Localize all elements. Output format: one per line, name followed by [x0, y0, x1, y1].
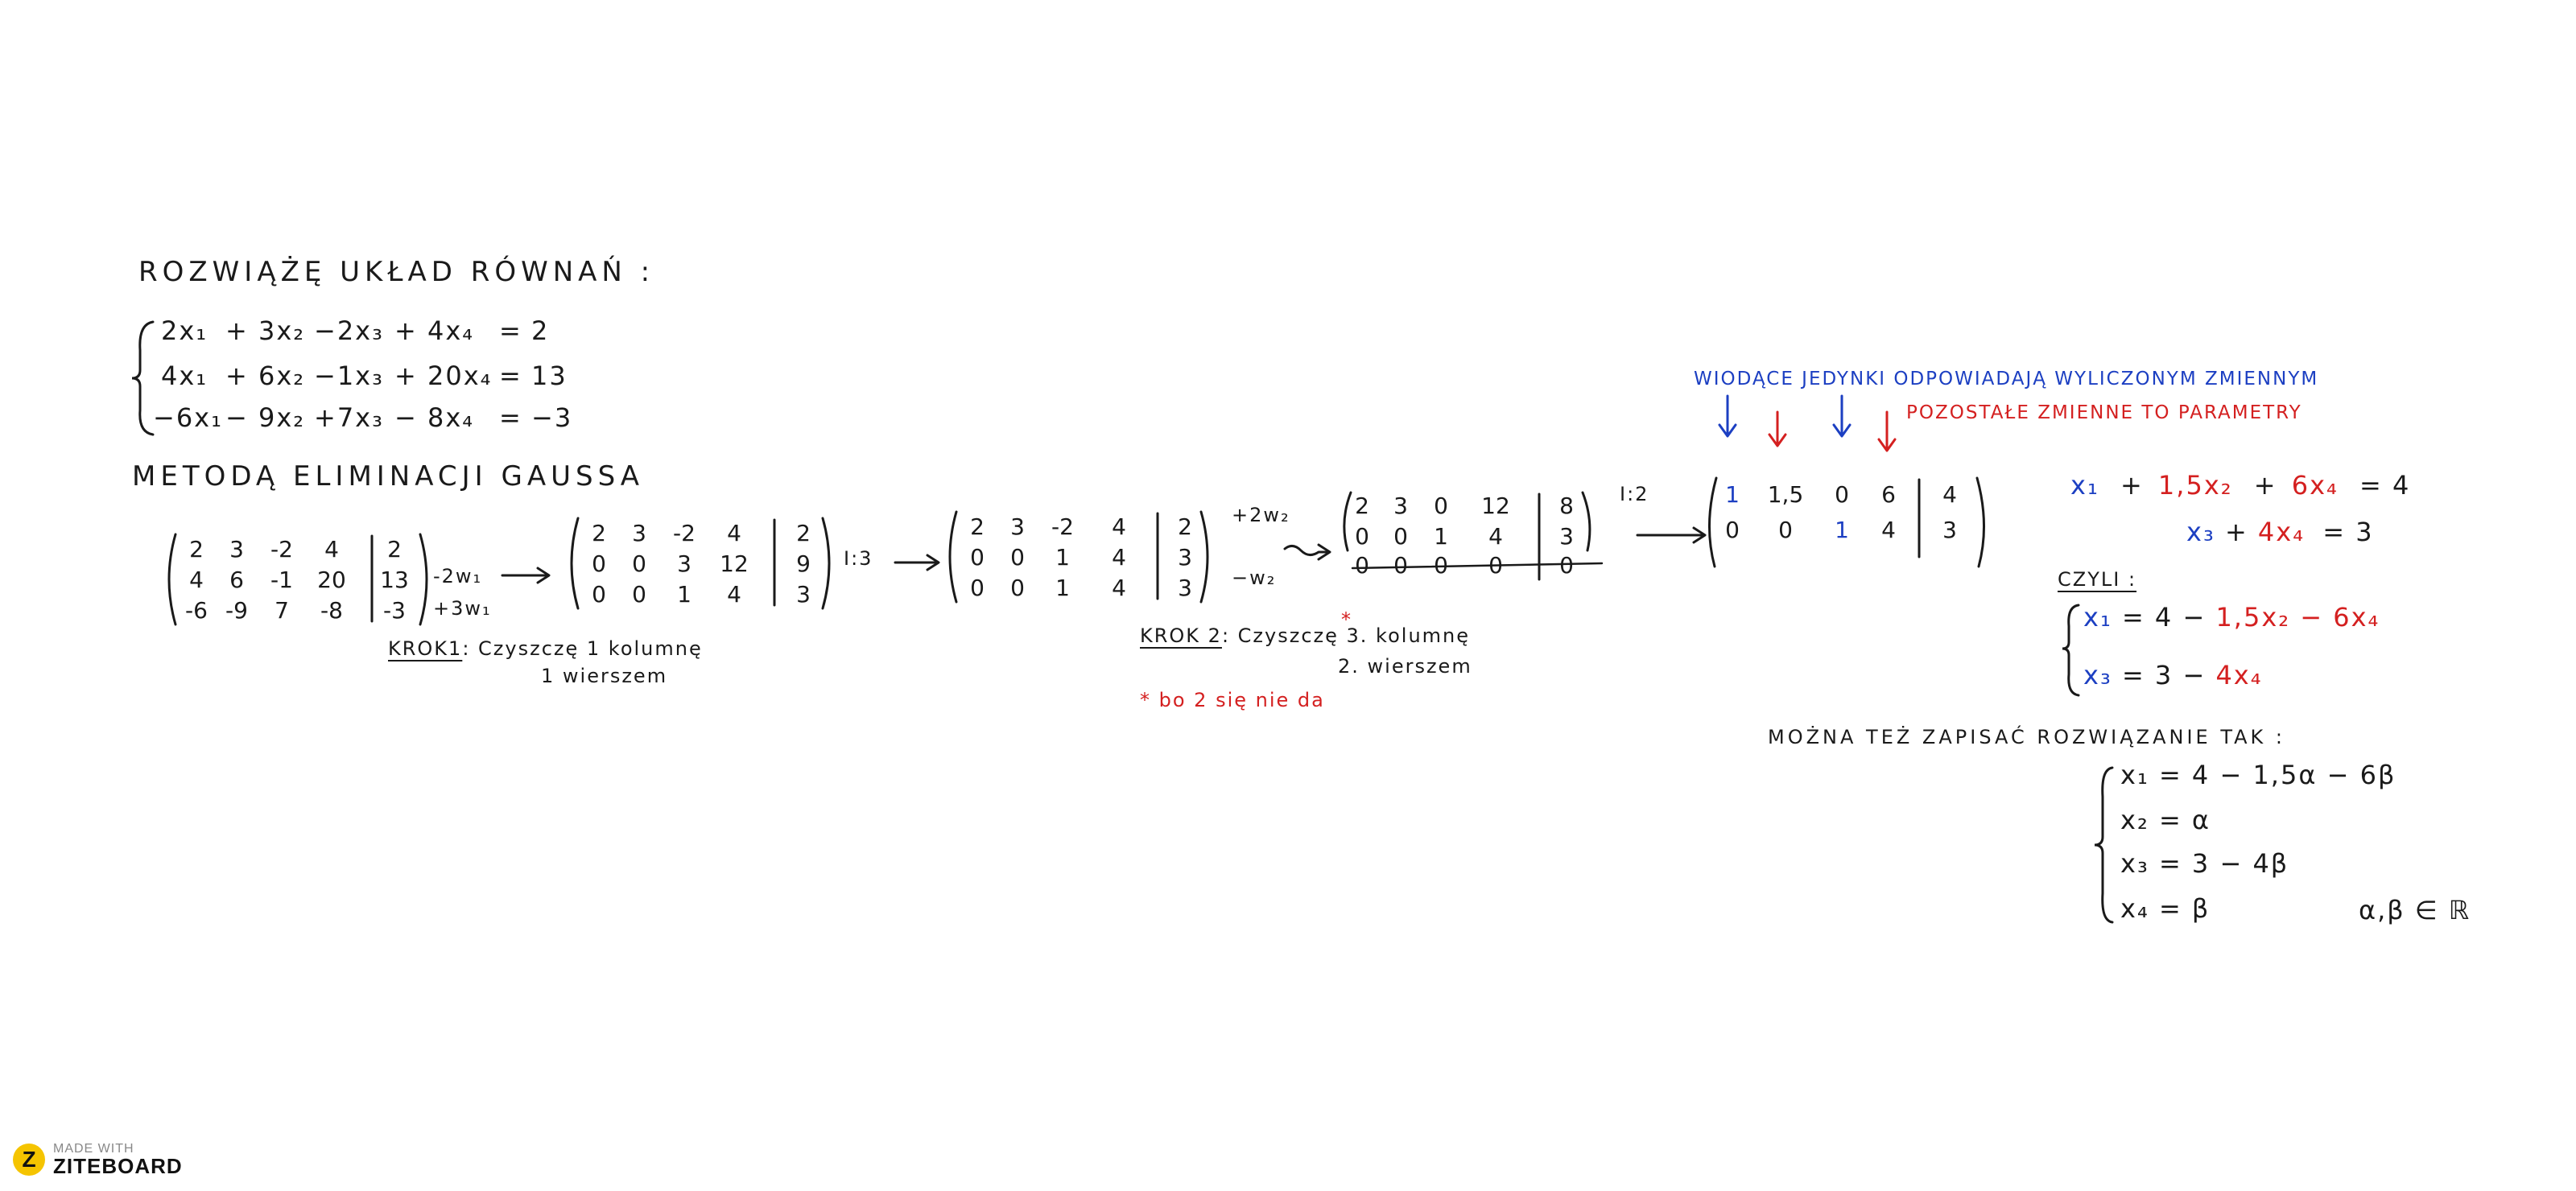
cell: 0: [1393, 552, 1408, 579]
final-x1: x₁ = 4 − 1,5α − 6β: [2120, 760, 2396, 790]
cell: 0: [632, 581, 646, 608]
cell: 0: [970, 544, 985, 571]
reduced-eq-2: x₃ + 4x₄ = 3: [2186, 517, 2374, 547]
cell: 4: [189, 567, 204, 593]
cell: 12: [1481, 492, 1510, 519]
cell: 12: [720, 550, 749, 577]
cell: 2: [970, 513, 985, 540]
down-arrow-icon: [1834, 396, 1850, 436]
cell: 3: [677, 550, 691, 577]
cell: 1: [1055, 575, 1070, 601]
cell: -6: [185, 597, 208, 624]
matrix-2: [564, 515, 837, 612]
cell: 3: [229, 536, 244, 563]
params: α,β ∈ ℝ: [2359, 895, 2471, 925]
final-x4: x₄ = β: [2120, 893, 2211, 924]
step-2-star: *: [1341, 608, 1352, 631]
final-x3: x₃ = 3 − 4β: [2120, 848, 2289, 879]
down-arrow-icon: [1769, 412, 1785, 446]
cell: 9: [796, 550, 811, 577]
cell: 2: [1355, 492, 1369, 519]
ziteboard-logo[interactable]: [13, 1143, 183, 1177]
cell: 6: [1881, 481, 1896, 508]
system-row-1: 2x₁ + 3x₂ −2x₃ + 4x₄ = 2: [161, 315, 550, 346]
cell: 3: [1178, 544, 1192, 571]
cell: -2: [673, 520, 696, 546]
cell: 6: [229, 567, 244, 593]
row-op: -2w₁: [433, 565, 483, 587]
cell: 3: [1178, 575, 1192, 601]
arrow-icon: [1634, 523, 1715, 547]
reduced-eq-1: x₁ + 1,5x₂ + 6x₄ = 4: [2070, 470, 2411, 501]
cell: 0: [1488, 552, 1503, 579]
cell: 4: [1112, 513, 1126, 540]
cell: -2: [270, 536, 293, 563]
cell: -2: [1051, 513, 1074, 540]
annotation-leading-ones: WIODĄCE JEDYNKI ODPOWIADAJĄ WYLICZONYM ZMIENNYM: [1694, 369, 2319, 389]
czyli-row-2: x₃ = 3 − 4x₄: [2083, 660, 2263, 690]
cell: 4: [1488, 523, 1503, 550]
cell: 1: [1055, 544, 1070, 571]
cell: 0: [632, 550, 646, 577]
row-op: I:3: [844, 547, 873, 570]
row-op: +3w₁: [433, 597, 492, 620]
cell: 4: [1942, 481, 1957, 508]
cell: 2: [592, 520, 606, 546]
cell: 3: [1393, 492, 1408, 519]
cell: 4: [1881, 517, 1896, 543]
cell: 2: [189, 536, 204, 563]
cell: 0: [1835, 481, 1849, 508]
cell: -8: [320, 597, 343, 624]
leading-one: 1: [1725, 481, 1740, 508]
cell: 0: [1559, 552, 1574, 579]
logo-big-text: ZITEBOARD: [53, 1154, 183, 1178]
cell: 0: [1725, 517, 1740, 543]
cell: 2: [796, 520, 811, 546]
cell: 0: [1434, 552, 1448, 579]
annotation-parameters: POZOSTAŁE ZMIENNE TO PARAMETRY: [1906, 402, 2302, 423]
cell: 0: [592, 550, 606, 577]
czyli-label: CZYLI :: [2058, 568, 2137, 591]
czyli-brace: [2061, 602, 2085, 699]
system-row-2: 4x₁ + 6x₂ −1x₃ + 20x₄ = 13: [161, 361, 568, 391]
cell: 3: [1559, 523, 1574, 550]
cell: 3: [632, 520, 646, 546]
cell: 0: [1010, 544, 1025, 571]
cell: -1: [270, 567, 293, 593]
down-arrow-icon: [1876, 409, 1900, 457]
system-row-3: −6x₁− 9x₂ +7x₃ − 8x₄ = −3: [153, 402, 573, 433]
cell: 0: [1355, 523, 1369, 550]
leading-one: 1: [1835, 517, 1849, 543]
cell: 0: [970, 575, 985, 601]
cell: 4: [727, 581, 741, 608]
matrix-4: [1336, 489, 1610, 586]
cell: 4: [1112, 544, 1126, 571]
cell: 2: [1178, 513, 1192, 540]
step-2-note-line-2: 2. wierszem: [1338, 655, 1472, 678]
cell: 3: [1942, 517, 1957, 543]
cell: -9: [225, 597, 248, 624]
cell: 0: [1434, 492, 1448, 519]
cell: 0: [1010, 575, 1025, 601]
down-arrows: [1713, 393, 1874, 449]
row-op: +2w₂: [1232, 504, 1290, 526]
cell: 0: [1778, 517, 1793, 543]
cell: 1: [677, 581, 691, 608]
cell: 13: [380, 567, 409, 593]
row-op: I:2: [1620, 483, 1649, 505]
cell: 1,5: [1767, 481, 1804, 508]
cell: 4: [1112, 575, 1126, 601]
cell: 8: [1559, 492, 1574, 519]
ziteboard-logo-icon: Z: [13, 1144, 45, 1176]
final-x2: x₂ = α: [2120, 805, 2211, 835]
cell: -3: [383, 597, 406, 624]
matrix-3: [942, 509, 1216, 605]
down-arrow-icon: [1719, 396, 1736, 436]
cell: 1: [1434, 523, 1448, 550]
arrow-icon: [499, 563, 555, 587]
step-1-note-line-2: 1 wierszem: [541, 665, 668, 687]
step-2-note: KROK 2: Czyszczę 3. kolumnę: [1140, 624, 1471, 647]
arrow-icon: [892, 550, 948, 575]
cell: 20: [317, 567, 346, 593]
cell: 4: [324, 536, 339, 563]
cell: 7: [275, 597, 289, 624]
matrix-1: [161, 531, 435, 628]
mozna-heading: MOŻNA TEŻ ZAPISAĆ ROZWIĄZANIE TAK :: [1768, 726, 2285, 748]
step-1-note: KROK1: Czyszczę 1 kolumnę: [388, 637, 703, 660]
czyli-row-1: x₁ = 4 − 1,5x₂ − 6x₄: [2083, 602, 2380, 633]
cell: 0: [592, 581, 606, 608]
heading: ROZWIĄŻĘ UKŁAD RÓWNAŃ :: [138, 256, 655, 288]
cell: 3: [796, 581, 811, 608]
cell: 0: [1355, 552, 1369, 579]
cell: 4: [727, 520, 741, 546]
method-heading: METODĄ ELIMINACJI GAUSSA: [132, 460, 645, 492]
arrow-icon: [1282, 539, 1338, 563]
matrix-5: [1703, 476, 1993, 573]
cell: 3: [1010, 513, 1025, 540]
row-op: −w₂: [1232, 567, 1277, 589]
cell: 0: [1393, 523, 1408, 550]
logo-small-text: MADE WITH: [53, 1142, 134, 1156]
final-brace: [2093, 764, 2117, 925]
cell: 2: [387, 536, 402, 563]
footnote: * bo 2 się nie da: [1140, 689, 1325, 711]
